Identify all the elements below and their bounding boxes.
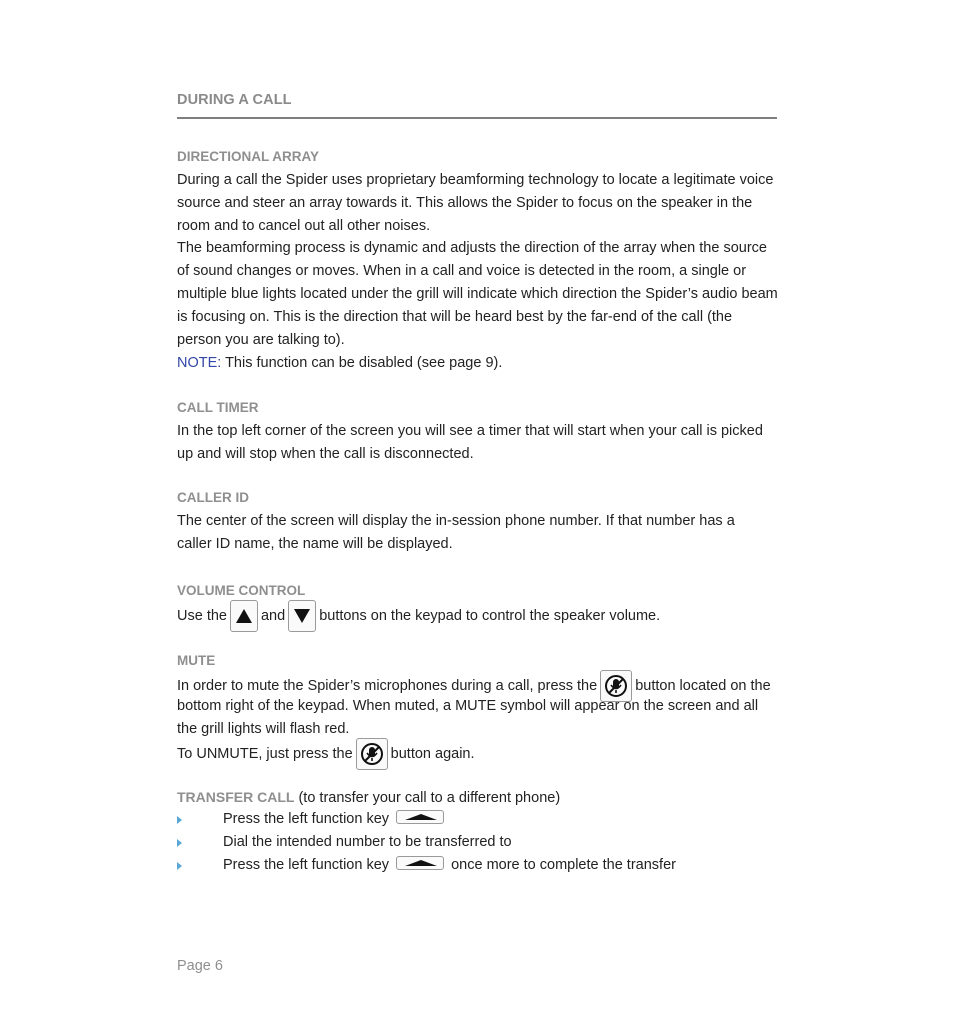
transfer-steps-list [177, 808, 676, 877]
step-text: Dial the intended number to be transferred to [223, 834, 512, 850]
volume-down-key-icon [288, 600, 316, 632]
volume-text-mid: and [260, 607, 286, 624]
transfer-call-heading-line [177, 786, 779, 810]
list-item [177, 854, 676, 877]
directional-array-note [177, 352, 779, 375]
caller-id-line-1: The center of the screen will display the in-session phone number. If that number has a [177, 513, 735, 529]
mute-button-icon [356, 738, 388, 770]
volume-up-key-icon [230, 600, 258, 632]
transfer-call-subtitle: (to transfer your call to a different phone) [294, 790, 561, 806]
unmute-text-after: button again. [390, 745, 475, 762]
volume-text-before: Use the [177, 607, 227, 624]
note-text: This function can be disabled (see page 9). [221, 355, 503, 371]
volume-control-paragraph [177, 600, 779, 632]
directional-array-paragraph-2: The beamforming process is dynamic and adjusts the direction of the array when the source of sound changes or moves. When in a call and voice is detected in the room, a single or multiple blue lights located under the grill will indicate which direction the Spider’s audio beam is focusing on. This is the direction that will be heard best by the far-end of the call (the person you are talking to). [177, 240, 778, 348]
step-text: Press the left function key [223, 857, 390, 873]
list-item [177, 808, 676, 831]
section-heading-transfer-call: TRANSFER CALL [177, 789, 295, 805]
caller-id-line-2: caller ID name, the name will be displayed. [177, 536, 453, 552]
page-number: Page 6 [177, 958, 223, 974]
note-label: NOTE: [177, 355, 222, 371]
title-divider [177, 117, 777, 119]
step-text: Press the left function key [223, 811, 390, 827]
left-function-key-icon [396, 810, 444, 824]
bullet-arrow-icon [177, 862, 182, 870]
section-heading-volume-control: VOLUME CONTROL [177, 583, 306, 598]
unmute-text-before: To UNMUTE, just press the [177, 745, 353, 762]
bullet-arrow-icon [177, 839, 182, 847]
mute-text-after: button located on the [635, 677, 771, 694]
bullet-arrow-icon [177, 816, 182, 824]
mute-text-before: In order to mute the Spider’s microphones during a call, press the [177, 677, 598, 694]
step-text-after: once more to complete the transfer [451, 857, 676, 873]
mute-line-2: bottom right of the keypad. When muted, a MUTE symbol will appear on the screen and all the grill lights will flash red. [177, 698, 759, 737]
volume-text-after: buttons on the keypad to control the speaker volume. [319, 607, 661, 624]
directional-array-paragraph-1: During a call the Spider uses proprietary beamforming technology to locate a legitimate voice source and steer an array towards it. This allows the Spider to focus on the speaker in the room and to cancel out all other noises. [177, 172, 774, 234]
unmute-line [177, 738, 779, 770]
section-heading-caller-id: CALLER ID [177, 490, 249, 505]
section-heading-directional-array: DIRECTIONAL ARRAY [177, 149, 320, 164]
left-function-key-icon [396, 856, 444, 870]
call-timer-paragraph: In the top left corner of the screen you will see a timer that will start when your call is picked up and will stop when the call is disconnected. [177, 423, 763, 462]
page-title: DURING A CALL [177, 92, 292, 108]
list-item [177, 831, 676, 854]
section-heading-mute: MUTE [177, 653, 216, 668]
section-heading-call-timer: CALL TIMER [177, 400, 259, 415]
